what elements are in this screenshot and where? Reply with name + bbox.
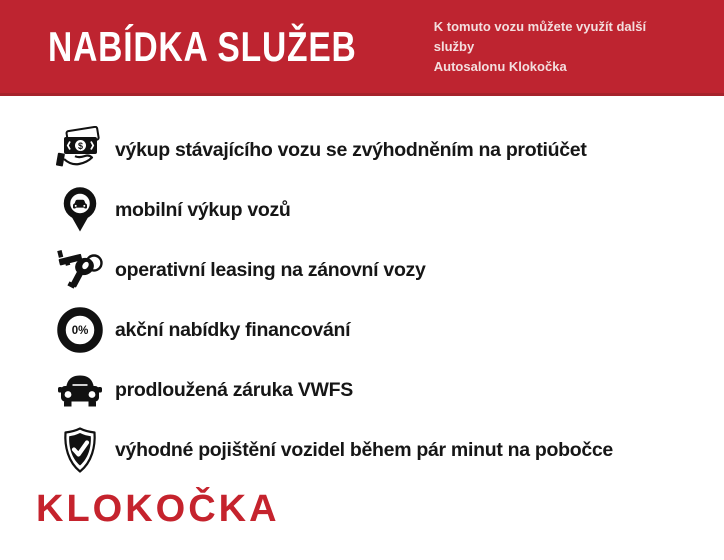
header-banner [0,0,724,96]
klokocka-logo: KLOKOČKA [36,488,280,530]
header-subtitle-line2: Autosalonu Klokočka [433,58,567,74]
list-item [56,360,676,420]
list-item [56,300,676,360]
shield-check-icon [56,426,104,474]
car-keys-icon [56,246,104,294]
services-list [56,120,676,480]
list-item [56,120,676,180]
car-icon [56,366,104,414]
zero-percent-icon [56,306,104,354]
service-label: výhodné pojištění vozidel během pár minut na pobočce [115,438,613,461]
service-label: akční nabídky financování [115,318,351,341]
page-title: NABÍDKA SLUŽEB [48,22,357,70]
svg-text:$: $ [77,141,84,151]
list-item [56,240,676,300]
location-pin-car-icon [56,186,104,234]
service-label: výkup stávajícího vozu se zvýhodněním na protiúčet [115,138,587,161]
header-subtitle [434,17,676,77]
service-label: mobilní výkup vozů [115,198,291,221]
header-subtitle-line1: K tomuto vozu můžete využít další služby [433,18,647,54]
service-label: prodloužená záruka VWFS [115,378,353,401]
cash-in-hand-icon [56,126,104,174]
list-item [56,180,676,240]
svg-text:0%: 0% [71,325,89,337]
service-label: operativní leasing na zánovní vozy [115,258,426,281]
list-item [56,420,676,480]
